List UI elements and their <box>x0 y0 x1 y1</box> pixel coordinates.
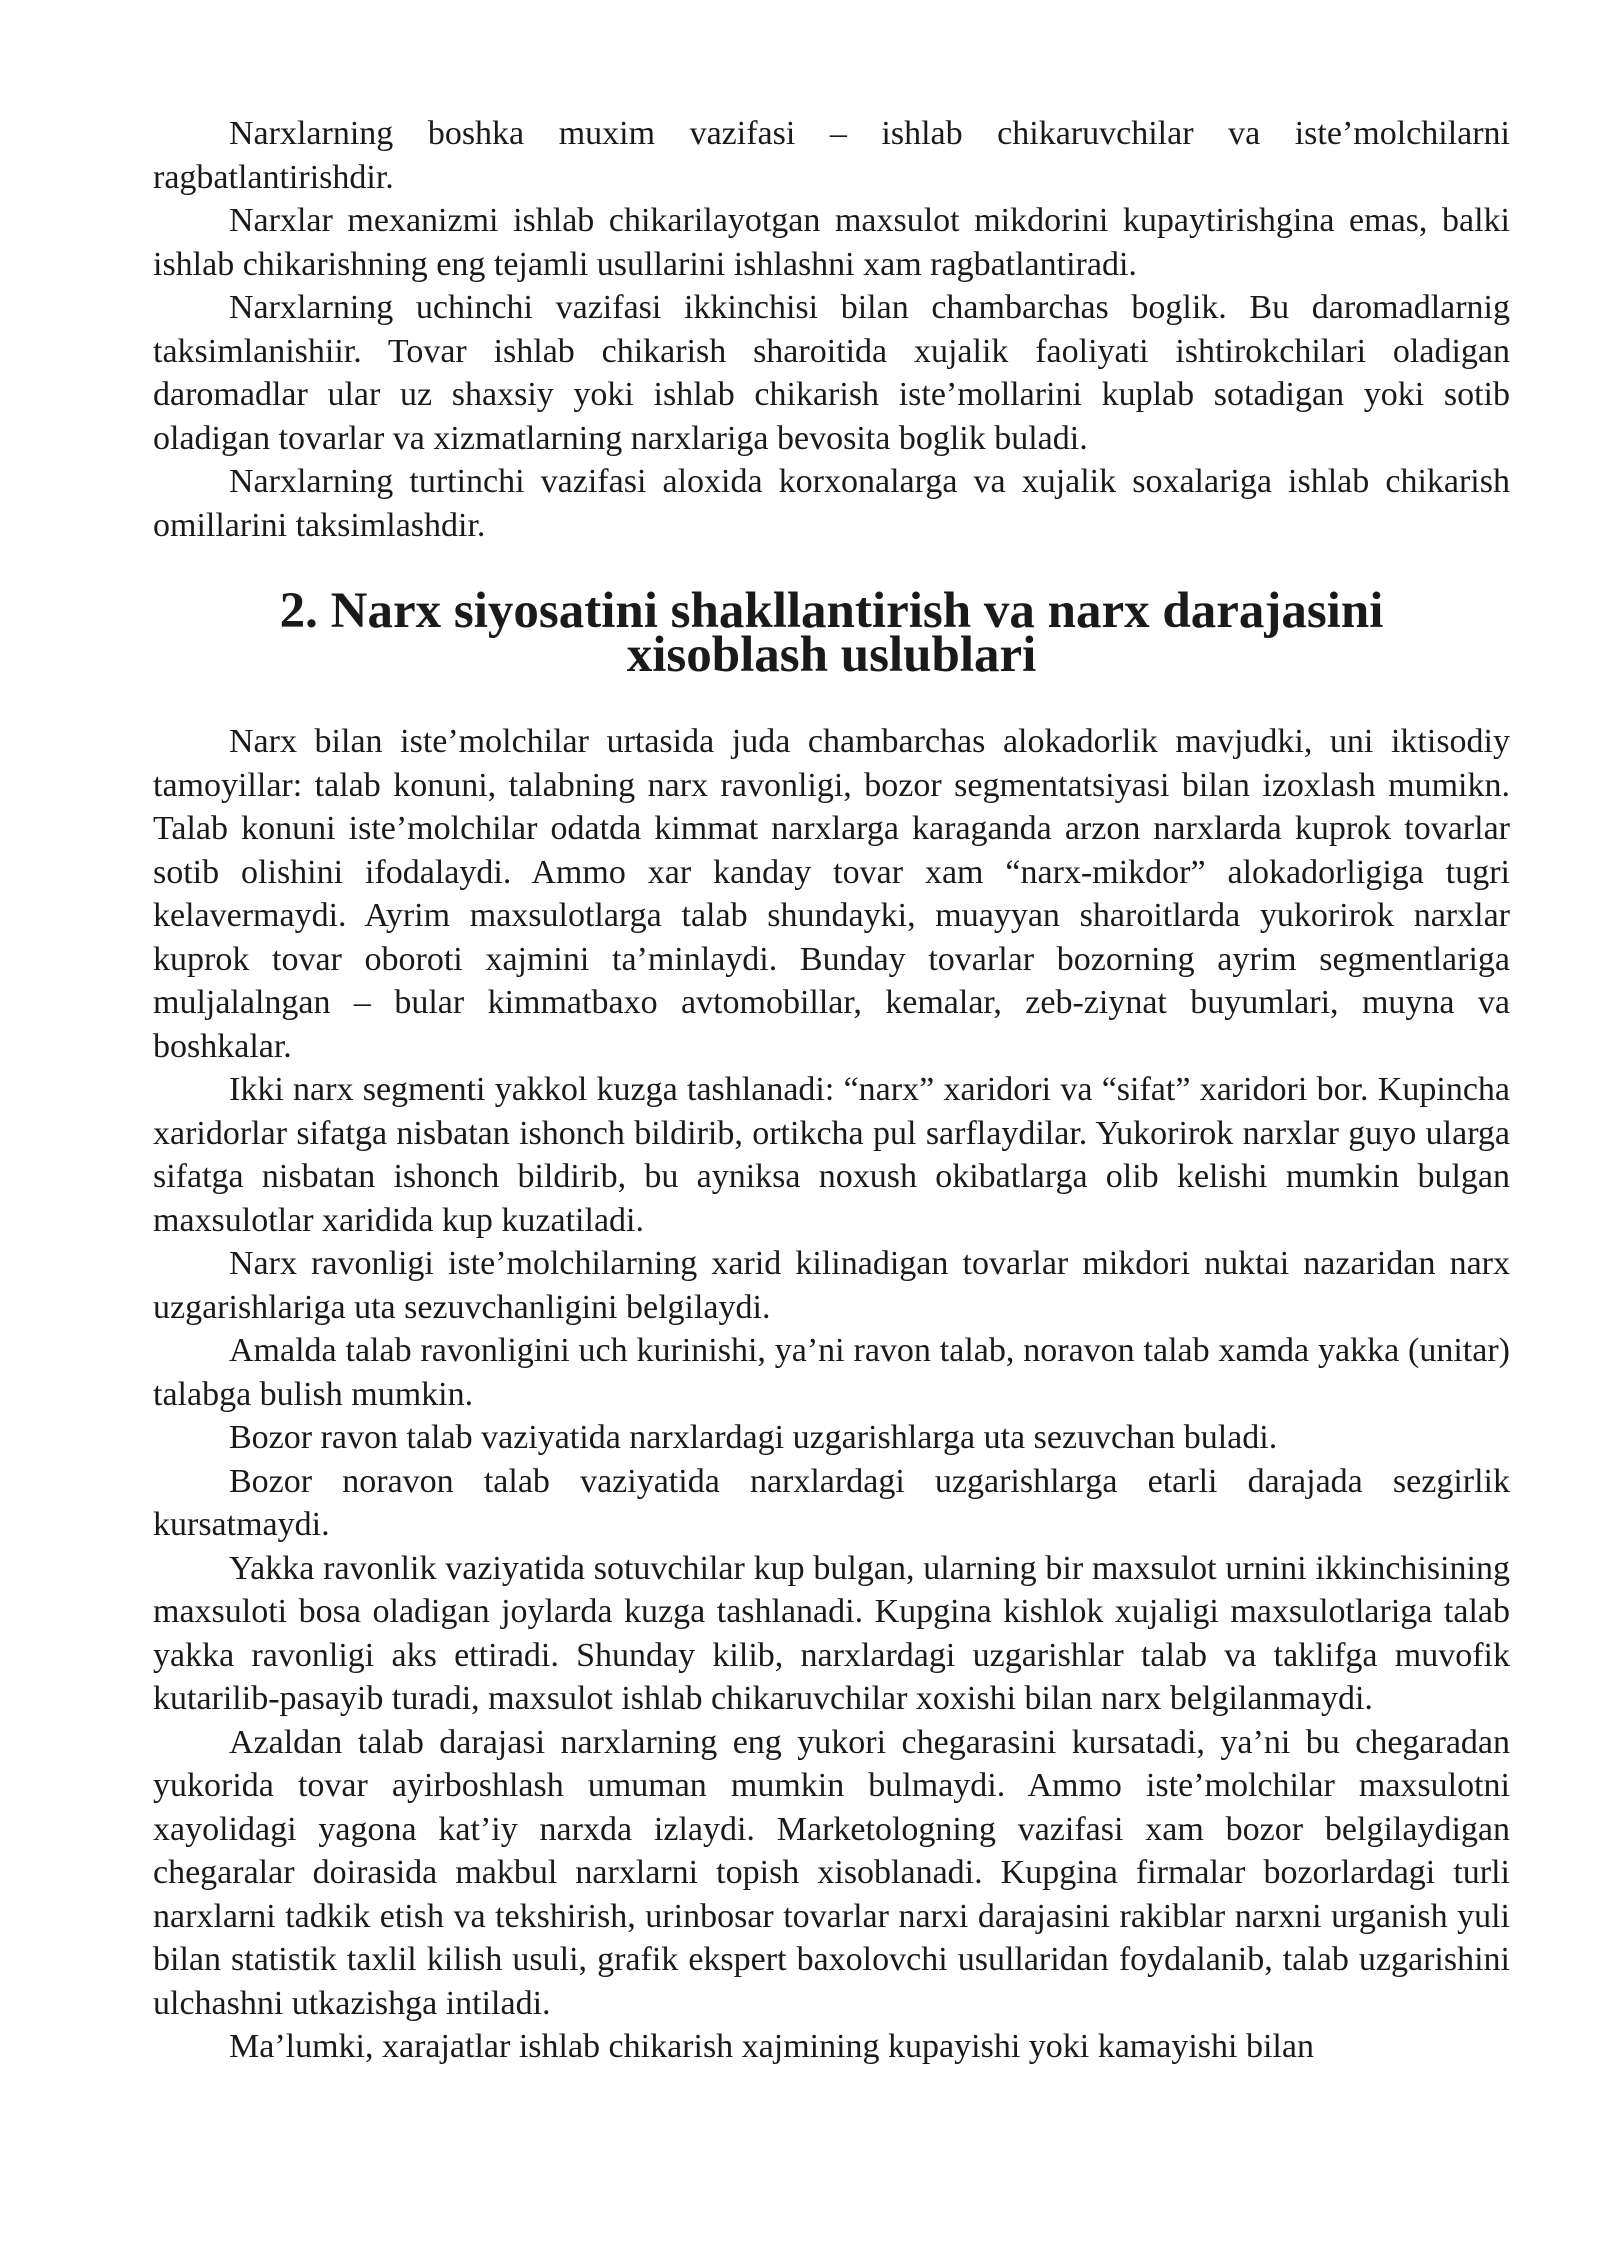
paragraph-elastic-demand: Bozor ravon talab vaziyatida narxlardagi uzgarishlarga uta sezuvchan buladi. <box>229 1419 1278 1456</box>
section-heading <box>153 583 1510 683</box>
paragraph-fourth-function: Narxlarning turtinchi vazifasi aloxida korxonalarga va xujalik soxalariga ishlab chikarish omillarini taksimlashdir. <box>153 463 1510 544</box>
paragraph-price-mechanism: Narxlar mexanizmi ishlab chikarilayotgan maxsulot mikdorini kupaytirishgina emas, balki ishlab chikarishning eng tejamli usullarini ishlashni xam ragbatlantiradi. <box>153 202 1510 283</box>
section-heading-line1: 2. Narx siyosatini shakllantirish va narx darajasini <box>279 583 1384 639</box>
paragraph-elasticity-types: Amalda talab ravonligini uch kurinishi, ya’ni ravon talab, noravon talab xamda yakka (unitar) talabga bulish mumkin. <box>153 1332 1510 1413</box>
paragraph-price-elasticity: Narx ravonligi iste’molchilarning xarid kilinadigan tovarlar mikdori nuktai nazaridan narx uzgarishlariga uta sezuvchanligini belgilaydi. <box>153 1245 1510 1326</box>
paragraph-costs: Ma’lumki, xarajatlar ishlab chikarish xajmining kupayishi yoki kamayishi bilan <box>229 2028 1314 2065</box>
section-heading-line2: xisoblash uslublari <box>626 626 1037 683</box>
paragraph-inelastic-demand: Bozor noravon talab vaziyatida narxlardagi uzgarishlarga etarli darajada sezgirlik kursatmaydi. <box>153 1462 1510 1543</box>
document-page <box>153 112 1510 2069</box>
paragraph-unitary-elasticity: Yakka ravonlik vaziyatida sotuvchilar kup bulgan, ularning bir maxsulot urnini ikkinchisining maxsuloti bosa oladigan joylarda kuzga tashlanadi. Kupgina kishlok xujaligi maxsulotlariga talab yakka ravonligi aks ettiradi. Shunday kilib, narxlardagi uzgarishlar talab va taklifga muvofik kutarilib-pasayib turadi, maxsulot ishlab chikaruvchilar xoxishi bilan narx belgilanmaydi. <box>153 1549 1510 1717</box>
paragraph-consumer-relation: Narx bilan iste’molchilar urtasida juda chambarchas alokadorlik mavjudki, uni iktisodiy tamoyillar: talab konuni, talabning narx ravonligi, bozor segmentatsiyasi bilan izoxlash mumikn. Talab konuni iste’molchilar odatda kimmat narxlarga karaganda arzon narxlarda kuprok tovarlar sotib olishini ifodalaydi. Ammo xar kanday tovar xam “narx-mikdor” alokadorligiga tugri kelavermaydi. Ayrim maxsulotlarga talab shundayki, muayyan sharoitlarda yukorirok narxlar kuprok tovar oboroti xajmini ta’minlaydi. Bunday tovarlar bozorning ayrim segmentlariga muljalalngan – bular kimmatbaxo avtomobillar, kemalar, zeb-ziynat buyumlari, muyna va boshkalar. <box>153 723 1510 1065</box>
paragraph-third-function: Narxlarning uchinchi vazifasi ikkinchisi bilan chambarchas boglik. Bu daromadlarnig taksimlanishiir. Tovar ishlab chikarish sharoitida xujalik faoliyati ishtirokchilari oladigan daromadlar ular uz shaxsiy yoki ishlab chikarish iste’mollarini kuplab sotadigan yoki sotib oladigan tovarlar va xizmatlarning narxlariga bevosita boglik buladi. <box>153 289 1510 457</box>
paragraph-demand-level: Azaldan talab darajasi narxlarning eng yukori chegarasini kursatadi, ya’ni bu chegaradan yukorida tovar ayirboshlash umuman mumkin bulmaydi. Ammo iste’molchilar maxsulotni xayolidagi yagona kat’iy narxda izlaydi. Marketologning vazifasi xam bozor belgilaydigan chegaralar doirasida makbul narxlarni topish xisoblanadi. Kupgina firmalar bozorlardagi turli narxlarni tadkik etish va tekshirish, urinbosar tovarlar narxi darajasini rakiblar narxni urganish yuli bilan statistik taxlil kilish usuli, grafik ekspert baxolovchi usullaridan foydalanib, talab uzgarishini ulchashni utkazishga intiladi. <box>153 1723 1510 2022</box>
paragraph-price-segments: Ikki narx segmenti yakkol kuzga tashlanadi: “narx” xaridori va “sifat” xaridori bor. Kupincha xaridorlar sifatga nisbatan ishonch bildirib, ortikcha pul sarflaydilar. Yukorirok narxlar guyo ularga sifatga nisbatan ishonch bildirib, bu ayniksa noxush okibatlarga olib kelishi mumkin bulgan maxsulotlar xaridida kup kuzatiladi. <box>153 1071 1510 1239</box>
paragraph-price-incentive: Narxlarning boshka muxim vazifasi – ishlab chikaruvchilar va iste’molchilarni ragbatlantirishdir. <box>153 115 1510 196</box>
